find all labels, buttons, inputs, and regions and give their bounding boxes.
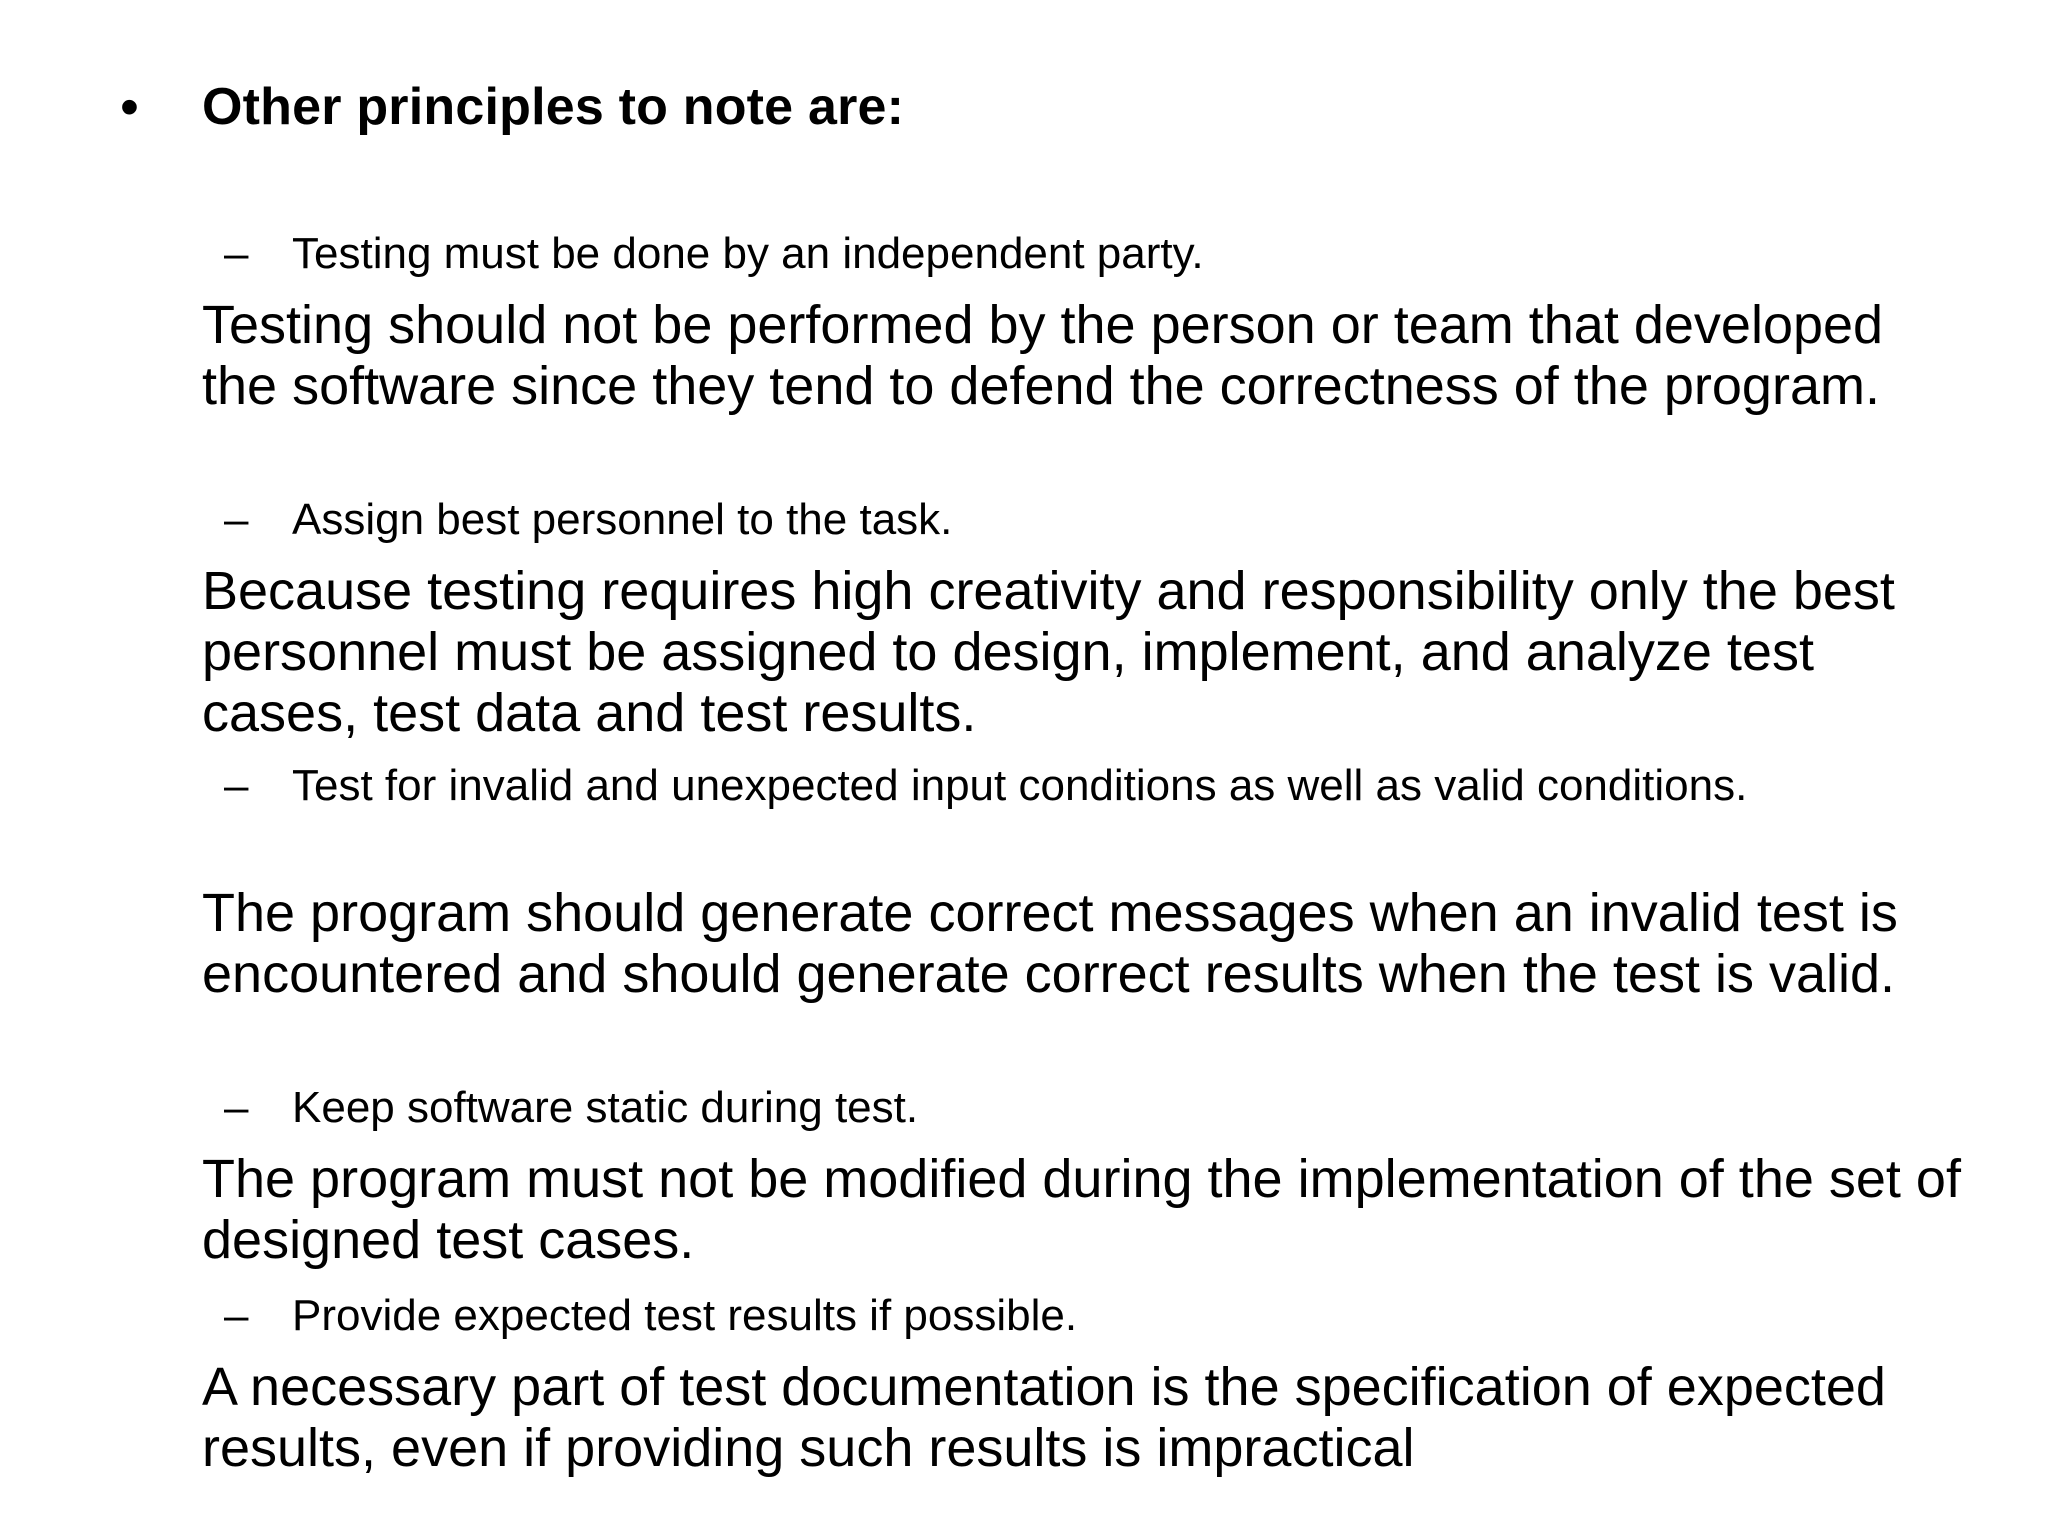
sub-bullet-3 [0, 758, 2048, 870]
sub-bullet-5 [0, 1288, 2048, 1344]
paragraph-5: A necessary part of test documentation is the specification of expected results, even if providing such results is impractical [202, 1357, 1886, 1478]
paragraph-3: The program should generate correct messages when an invalid test is encountered and should generate correct results when the test is valid. [202, 883, 1898, 1004]
paragraph-4: The program must not be modified during the implementation of the set of designed test cases. [202, 1149, 1961, 1270]
main-bullet [0, 72, 2048, 142]
paragraph-2: Because testing requires high creativity and responsibility only the best personnel must be assigned to design, implement, and analyze test cases, test data and test results. [202, 561, 1895, 743]
bullet-dot-icon: • [120, 77, 139, 137]
sub-bullet-text: Testing must be done by an independent party. [292, 229, 1204, 278]
sub-bullet-1 [0, 226, 2048, 282]
sub-bullet-text: Test for invalid and unexpected input conditions as well as valid conditions. [292, 761, 1748, 810]
sub-bullet-2 [0, 492, 2048, 548]
slide-heading: Other principles to note are: [202, 78, 905, 136]
dash-icon: – [224, 1083, 249, 1132]
dash-icon: – [224, 1291, 249, 1340]
sub-bullet-4 [0, 1080, 2048, 1136]
dash-icon: – [224, 229, 249, 278]
sub-bullet-text: Keep software static during test. [292, 1083, 919, 1132]
sub-bullet-text: Provide expected test results if possible. [292, 1291, 1078, 1340]
dash-icon: – [224, 761, 249, 810]
sub-bullet-text: Assign best personnel to the task. [292, 495, 953, 544]
paragraph-1: Testing should not be performed by the person or team that developed the software since they tend to defend the correctness of the program. [202, 295, 1884, 416]
dash-icon: – [224, 495, 249, 544]
